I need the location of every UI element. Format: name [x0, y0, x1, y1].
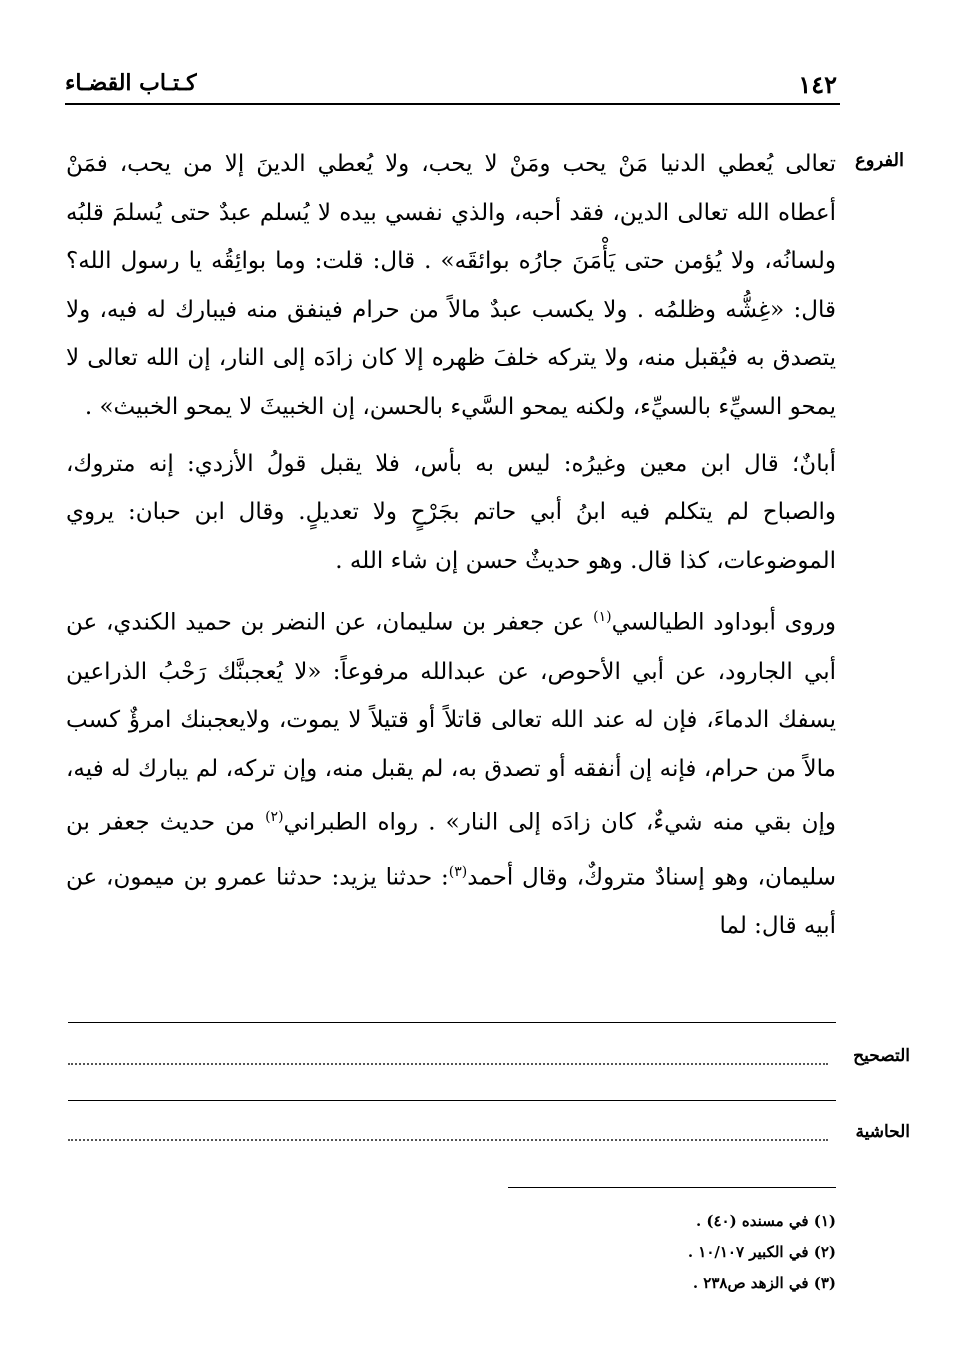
footnote-ref-2[interactable]: (٢) [265, 809, 284, 826]
side-label-branches: الفروع [855, 150, 904, 171]
main-text [66, 140, 836, 950]
footnotes [436, 1206, 836, 1299]
paragraph-3-part-b: عن جعفر بن سليمان، عن النضر بن حميد الكندي، عن أبي الجارود، عن أبي الأحوص، عن عبدالله مرفوعاً: «لا يُعجبنَّك رَحْبُ الذراعين يسفك الدماءَ، فإن له عند الله تعالى قاتلاً أو قتيلاً لا يموت، ولايعجبنك امرؤٌ كسب مالاً من حرام، فإنه إن أنفقه أو تصدق به، لم يقبل منه، وإن تركه، لم يبارك له فيه، وإن بقي منه شيءٌ، كان زادَه إلى النار» . رواه الطبراني [66, 610, 837, 837]
paragraph-3-part-d: : حدثنا يزيد: حدثنا عمرو بن ميمون، عن أبيه قال: لما [66, 864, 836, 939]
footnote-3: (٣) في الزهد ص٢٣٨ . [692, 1274, 836, 1292]
footnote-2: (٢) في الكبير ١٠/١٠٧ . [687, 1243, 836, 1261]
margin-notes-label: الحاشية [855, 1122, 910, 1142]
form-middle-rule [68, 1100, 836, 1101]
page-number: ١٤٢ [798, 70, 837, 99]
book-title: كـتـاب القضـاء [65, 70, 197, 96]
correction-dotted-line [68, 1063, 828, 1065]
correction-label: التصحيح [853, 1046, 910, 1066]
footnote-divider [508, 1187, 836, 1188]
paragraph-3 [66, 593, 836, 950]
header-divider [65, 103, 840, 105]
footnote-1: (١) في مسنده (٤٠) . [695, 1212, 836, 1230]
paragraph-1: تعالى يُعطي الدنيا مَنْ يحب ومَنْ لا يحب، ولا يُعطي الدينَ إلا من يحب، فمَنْ أعطاه الله تعالى الدين، فقد أحبه، والذي نفسي بيده لا يُسلم عبدٌ حتى يُسلمَ قلبُه ولسانُه، ولا يُؤمن حتى يَأْمَنَ جارُه بوائقَه» . قال: قلت: وما بوائِقُه يا رسول الله؟ قال: «غِشُّه وظلمُه . ولا يكسب عبدٌ مالاً من حرام فينفق منه فيبارك له فيه، ولا يتصدق به فيُقبل منه، ولا يتركه خلفَ ظهره إلا كان زادَه إلى النار، إن الله تعالى لا يمحو السيِّء بالسيِّء، ولكنه يمحو السَّيء بالحسن، إن الخبيثَ لا يمحو الخبيث» . [66, 151, 836, 420]
footnote-ref-3[interactable]: (٣) [448, 863, 468, 880]
footnote-ref-1[interactable]: (١) [593, 609, 612, 626]
paragraph-2: أبانٌ؛ قال ابن معين وغيرُه: ليس به بأس، فلا يقبل قولُ الأزدي: إنه متروك، والصباح لم يتكلم فيه ابنُ أبي حاتم بجَرْحٍ ولا تعديلٍ. وقال ابن حبان: يروي الموضوعات، كذا قال. وهو حديثٌ حسن إن شاء الله . [66, 450, 836, 574]
paragraph-3-part-a: وروى أبوداود الطيالسي [611, 610, 836, 636]
margin-notes-dotted-line [68, 1139, 828, 1141]
paragraph-3-part-c: من حديث جعفر بن سليمان، وهو إسنادٌ متروكٌ، وقال أحمد [66, 810, 836, 891]
page-header [65, 68, 837, 98]
form-top-rule [68, 1022, 836, 1023]
